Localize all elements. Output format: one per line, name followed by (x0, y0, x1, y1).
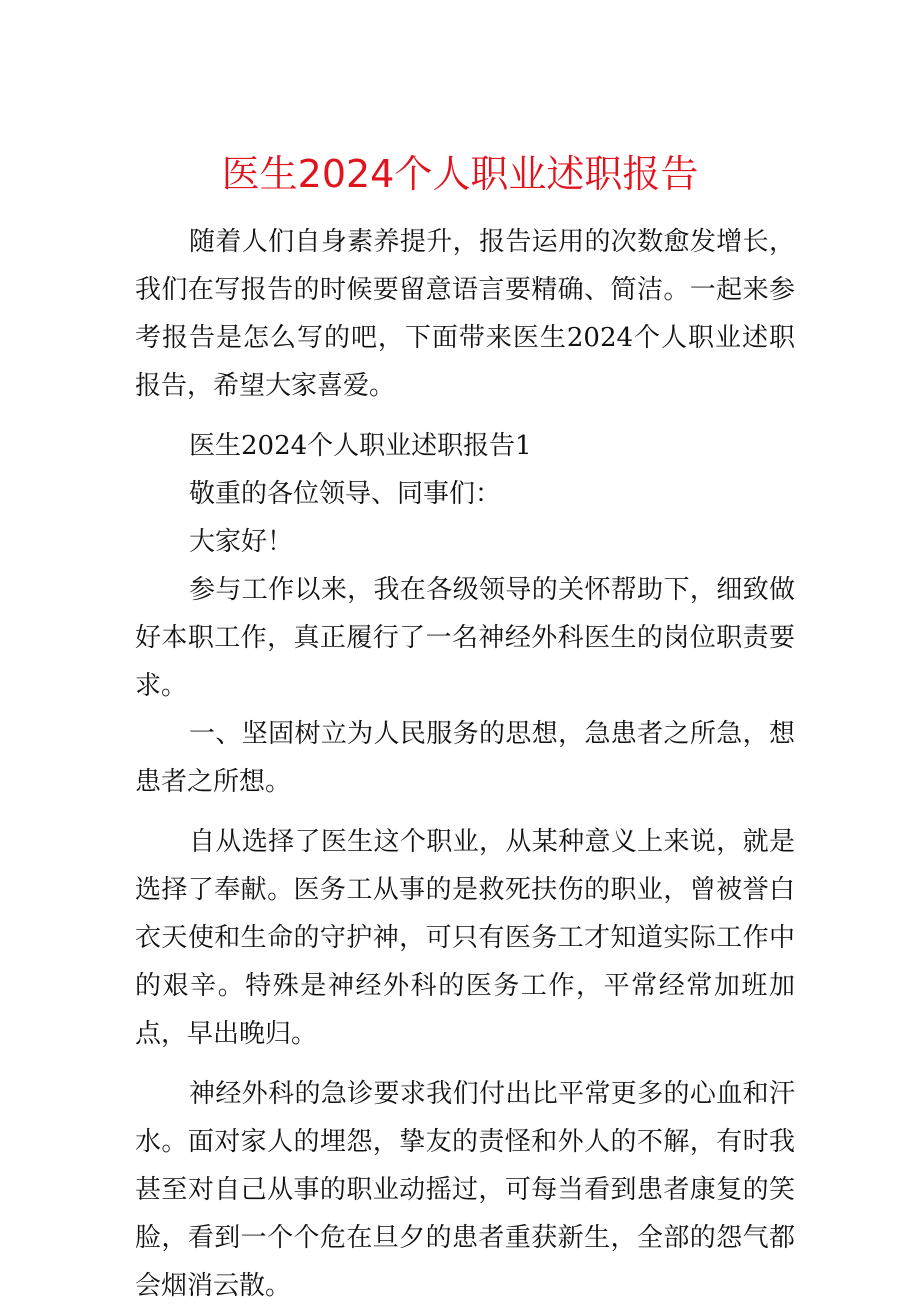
paragraph-dedication: 自从选择了医生这个职业，从某种意义上来说，就是选择了奉献。医务工从事的是救死扶伤的职业，曾被誉白衣天使和生命的守护神，可只有医务工才知道实际工作中的艰辛。特殊是神经外科的医务工作，平常经常加班加点，早出晚归。 (135, 827, 795, 1049)
paragraph-point-one: 一、坚固树立为人民服务的思想，急患者之所急，想患者之所想。 (135, 719, 795, 797)
paragraph-work-intro: 参与工作以来，我在各级领导的关怀帮助下，细致做好本职工作，真正履行了一名神经外科医生的岗位职责要求。 (135, 575, 795, 701)
paragraph-neurosurgery: 神经外科的急诊要求我们付出比平常更多的心血和汗水。面对家人的埋怨，挚友的责怪和外人的不解，有时我甚至对自己从事的职业动摇过，可每当看到患者康复的笑脸，看到一个个危在旦夕的患者重获新生，全部的怨气都会烟消云散。 (135, 1079, 795, 1301)
greeting: 大家好！ (189, 527, 294, 557)
section-heading: 医生2024个人职业述职报告1 (189, 431, 532, 461)
salutation: 敬重的各位领导、同事们： (189, 479, 502, 509)
document-title: 医生2024个人职业述职报告 (221, 152, 699, 196)
paragraph-intro: 随着人们自身素养提升，报告运用的次数愈发增长，我们在写报告的时候要留意语言要精确、简洁。一起来参考报告是怎么写的吧，下面带来医生2024个人职业述职报告，希望大家喜爱。 (135, 227, 795, 401)
document-body (135, 218, 795, 1310)
